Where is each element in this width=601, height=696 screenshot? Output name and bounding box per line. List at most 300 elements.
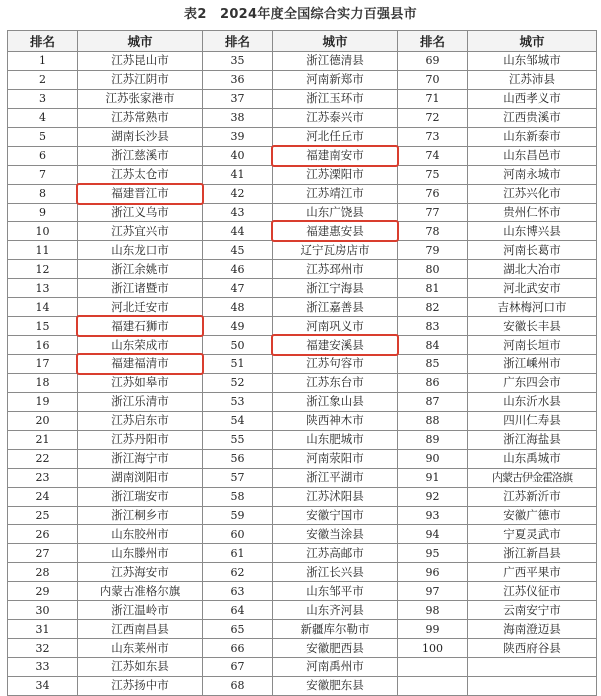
city-name: 湖南浏阳市 (111, 470, 169, 485)
city-cell (468, 525, 597, 544)
city-name: 广西平果市 (503, 564, 561, 579)
city-name: 河南禹州市 (306, 659, 364, 674)
rank-cell: 88 (398, 411, 468, 430)
city-name: 山东禹城市 (503, 451, 561, 466)
city-cell (468, 582, 597, 601)
rank-cell: 56 (203, 449, 273, 468)
city-name: 山西孝义市 (503, 91, 561, 106)
city-cell (273, 70, 398, 89)
rank-cell: 33 (8, 658, 78, 677)
city-cell (468, 373, 597, 392)
city-name: 湖北大冶市 (503, 261, 561, 276)
city-name: 安徽肥东县 (306, 678, 364, 693)
rank-cell: 51 (203, 355, 273, 374)
city-name: 浙江新昌县 (503, 545, 561, 560)
rank-cell: 36 (203, 70, 273, 89)
table-row (8, 506, 597, 525)
rank-cell: 93 (398, 506, 468, 525)
header-city-2: 城市 (273, 31, 398, 52)
rank-cell: 15 (8, 317, 78, 336)
rank-cell: 83 (398, 317, 468, 336)
city-name: 山东博兴县 (503, 223, 561, 238)
city-cell (468, 260, 597, 279)
rank-cell: 1 (8, 52, 78, 71)
rank-cell: 18 (8, 373, 78, 392)
city-name: 江苏常熟市 (111, 110, 169, 125)
city-cell (78, 241, 203, 260)
city-name: 安徽广德市 (503, 507, 561, 522)
rank-cell: 96 (398, 563, 468, 582)
city-name: 浙江象山县 (306, 394, 364, 409)
city-name: 宁夏灵武市 (503, 526, 561, 541)
rank-cell: 58 (203, 487, 273, 506)
rank-cell: 72 (398, 108, 468, 127)
city-name: 浙江平湖市 (306, 470, 364, 485)
rank-cell: 35 (203, 52, 273, 71)
city-name: 江苏沛县 (509, 72, 555, 87)
city-cell (273, 449, 398, 468)
table-row (8, 222, 597, 241)
city-name: 福建福清市 (111, 356, 169, 371)
city-cell (273, 355, 398, 374)
city-cell (273, 601, 398, 620)
city-name: 山东荣成市 (111, 337, 169, 352)
city-name: 浙江德清县 (306, 53, 364, 68)
rank-cell: 25 (8, 506, 78, 525)
table-row (8, 639, 597, 658)
rank-cell: 54 (203, 411, 273, 430)
table-row (8, 317, 597, 336)
city-name: 福建南安市 (306, 148, 364, 163)
rank-cell: 98 (398, 601, 468, 620)
table-row (8, 601, 597, 620)
city-name: 江苏张家港市 (105, 91, 175, 106)
rank-cell: 52 (203, 373, 273, 392)
rank-cell: 97 (398, 582, 468, 601)
rank-cell: 49 (203, 317, 273, 336)
city-cell (468, 222, 597, 241)
city-name: 河南长垣市 (503, 337, 561, 352)
city-cell (468, 639, 597, 658)
rank-cell: 9 (8, 203, 78, 222)
city-cell (468, 298, 597, 317)
city-cell (78, 676, 203, 695)
rank-cell: 32 (8, 639, 78, 658)
city-name: 江苏海安市 (111, 564, 169, 579)
city-name: 浙江温岭市 (111, 602, 169, 617)
rank-cell: 8 (8, 184, 78, 203)
city-name: 福建安溪县 (306, 337, 364, 352)
rank-cell: 27 (8, 544, 78, 563)
table-row (8, 544, 597, 563)
city-name: 广东四会市 (503, 375, 561, 390)
city-cell (468, 601, 597, 620)
rank-cell: 13 (8, 279, 78, 298)
city-name: 浙江桐乡市 (111, 507, 169, 522)
rank-cell: 43 (203, 203, 273, 222)
rank-cell: 40 (203, 146, 273, 165)
city-cell (468, 336, 597, 355)
table-row (8, 468, 597, 487)
city-cell (78, 601, 203, 620)
city-cell (468, 430, 597, 449)
header-row (8, 31, 597, 52)
rank-cell: 60 (203, 525, 273, 544)
city-name: 江苏邳州市 (306, 261, 364, 276)
city-name: 江西贵溪市 (503, 110, 561, 125)
city-name: 河南荥阳市 (306, 451, 364, 466)
city-name: 浙江余姚市 (111, 261, 169, 276)
table-row (8, 260, 597, 279)
ranking-table (7, 30, 597, 696)
city-cell (468, 506, 597, 525)
rank-cell: 28 (8, 563, 78, 582)
city-name: 安徽肥西县 (306, 640, 364, 655)
rank-cell: 78 (398, 222, 468, 241)
header-rank-2: 排名 (203, 31, 273, 52)
city-cell (273, 525, 398, 544)
city-name: 新疆库尔勒市 (300, 621, 370, 636)
city-name: 江苏泰兴市 (306, 110, 364, 125)
city-cell (468, 165, 597, 184)
city-cell (78, 373, 203, 392)
rank-cell: 37 (203, 89, 273, 108)
city-cell (273, 582, 398, 601)
highlight-box (271, 220, 399, 242)
city-cell (273, 392, 398, 411)
city-cell (273, 108, 398, 127)
rank-cell: 46 (203, 260, 273, 279)
highlight-box (76, 353, 204, 375)
rank-cell: 57 (203, 468, 273, 487)
rank-cell: 65 (203, 620, 273, 639)
city-cell (468, 620, 597, 639)
rank-cell: 89 (398, 430, 468, 449)
city-name: 山东昌邑市 (503, 148, 561, 163)
city-cell-highlighted (273, 222, 398, 241)
city-name: 江苏溧阳市 (306, 167, 364, 182)
rank-cell: 87 (398, 392, 468, 411)
table-body (8, 52, 597, 696)
rank-cell: 85 (398, 355, 468, 374)
rank-cell: 44 (203, 222, 273, 241)
rank-cell: 62 (203, 563, 273, 582)
rank-cell: 77 (398, 203, 468, 222)
rank-cell: 91 (398, 468, 468, 487)
rank-cell: 79 (398, 241, 468, 260)
city-name: 海南澄迈县 (503, 621, 561, 636)
city-name: 江苏宜兴市 (111, 223, 169, 238)
table-row (8, 279, 597, 298)
table-row (8, 525, 597, 544)
header-city-1: 城市 (78, 31, 203, 52)
city-cell (468, 108, 597, 127)
rank-cell: 4 (8, 108, 78, 127)
rank-cell: 29 (8, 582, 78, 601)
city-cell (273, 676, 398, 695)
city-name: 河南长葛市 (503, 242, 561, 257)
rank-cell: 81 (398, 279, 468, 298)
rank-cell: 20 (8, 411, 78, 430)
city-name: 江苏沭阳县 (306, 489, 364, 504)
city-name: 浙江乐清市 (111, 394, 169, 409)
rank-cell: 99 (398, 620, 468, 639)
city-cell (78, 165, 203, 184)
table-row (8, 563, 597, 582)
rank-cell: 2 (8, 70, 78, 89)
city-name: 辽宁瓦房店市 (300, 242, 370, 257)
city-cell (78, 506, 203, 525)
city-cell (273, 279, 398, 298)
city-cell (468, 392, 597, 411)
rank-cell: 84 (398, 336, 468, 355)
rank-cell: 63 (203, 582, 273, 601)
rank-cell (398, 676, 468, 695)
table-row (8, 184, 597, 203)
city-name: 江西南昌县 (111, 621, 169, 636)
city-name: 江苏太仓市 (111, 167, 169, 182)
city-cell (468, 449, 597, 468)
city-cell (468, 355, 597, 374)
table-row (8, 449, 597, 468)
rank-cell: 74 (398, 146, 468, 165)
rank-cell: 100 (398, 639, 468, 658)
rank-cell: 5 (8, 127, 78, 146)
city-cell (78, 392, 203, 411)
rank-cell: 68 (203, 676, 273, 695)
table-row (8, 298, 597, 317)
table-row (8, 355, 597, 374)
rank-cell: 67 (203, 658, 273, 677)
city-name: 山东胶州市 (111, 526, 169, 541)
rank-cell: 92 (398, 487, 468, 506)
city-cell (468, 279, 597, 298)
city-name: 山东莱州市 (111, 640, 169, 655)
city-cell (468, 317, 597, 336)
city-name: 河南新郑市 (306, 72, 364, 87)
table-row (8, 658, 597, 677)
city-cell (273, 620, 398, 639)
rank-cell: 34 (8, 676, 78, 695)
city-cell (78, 52, 203, 71)
city-cell (78, 127, 203, 146)
table-row (8, 392, 597, 411)
rank-cell: 16 (8, 336, 78, 355)
city-cell (78, 582, 203, 601)
city-cell (273, 127, 398, 146)
rank-cell: 95 (398, 544, 468, 563)
city-name: 河南巩义市 (306, 318, 364, 333)
city-name: 江苏仪征市 (503, 583, 561, 598)
city-name: 江苏靖江市 (306, 186, 364, 201)
header-rank-1: 排名 (8, 31, 78, 52)
rank-cell: 17 (8, 355, 78, 374)
city-cell (78, 70, 203, 89)
rank-cell: 19 (8, 392, 78, 411)
city-cell-highlighted (78, 184, 203, 203)
city-cell (273, 411, 398, 430)
city-name: 江苏新沂市 (503, 489, 561, 504)
city-name: 江苏东台市 (306, 375, 364, 390)
rank-cell: 82 (398, 298, 468, 317)
rank-cell: 90 (398, 449, 468, 468)
city-name: 河北迁安市 (111, 299, 169, 314)
city-cell (273, 260, 398, 279)
city-name: 内蒙古伊金霍洛旗 (492, 471, 572, 485)
city-cell-highlighted (273, 336, 398, 355)
rank-cell: 66 (203, 639, 273, 658)
rank-cell: 61 (203, 544, 273, 563)
city-cell (78, 544, 203, 563)
city-cell (468, 676, 597, 695)
city-cell (273, 639, 398, 658)
city-name: 浙江慈溪市 (111, 148, 169, 163)
city-name: 山东邹平市 (306, 583, 364, 598)
header-rank-3: 排名 (398, 31, 468, 52)
rank-cell: 41 (203, 165, 273, 184)
city-cell (273, 487, 398, 506)
city-cell (468, 52, 597, 71)
table-row (8, 676, 597, 695)
city-cell (78, 260, 203, 279)
city-name: 河北武安市 (503, 280, 561, 295)
city-name: 浙江海盐县 (503, 432, 561, 447)
city-cell (468, 146, 597, 165)
city-cell (468, 241, 597, 260)
city-cell (78, 639, 203, 658)
rank-cell: 80 (398, 260, 468, 279)
table-row (8, 373, 597, 392)
city-name: 浙江嵊州市 (503, 356, 561, 371)
rank-cell (398, 658, 468, 677)
rank-cell: 22 (8, 449, 78, 468)
highlight-box (76, 183, 204, 205)
city-name: 江苏如皋市 (111, 375, 169, 390)
rank-cell: 86 (398, 373, 468, 392)
city-cell (273, 544, 398, 563)
city-name: 浙江宁海县 (306, 280, 364, 295)
city-name: 山东滕州市 (111, 545, 169, 560)
city-cell (78, 658, 203, 677)
city-cell (468, 544, 597, 563)
city-name: 安徽长丰县 (503, 318, 561, 333)
city-name: 河南永城市 (503, 167, 561, 182)
rank-cell: 21 (8, 430, 78, 449)
city-name: 山东新泰市 (503, 129, 561, 144)
city-name: 四川仁寿县 (503, 413, 561, 428)
rank-cell: 24 (8, 487, 78, 506)
city-cell (78, 298, 203, 317)
header-city-3: 城市 (468, 31, 597, 52)
city-cell (273, 317, 398, 336)
rank-cell: 30 (8, 601, 78, 620)
city-cell (78, 222, 203, 241)
city-cell-highlighted (273, 146, 398, 165)
city-name: 安徽当涂县 (306, 526, 364, 541)
city-name: 江苏如东县 (111, 659, 169, 674)
city-cell (78, 430, 203, 449)
city-name: 山东齐河县 (306, 602, 364, 617)
city-name: 江苏兴化市 (503, 186, 561, 201)
city-name: 江苏扬中市 (111, 678, 169, 693)
table-row (8, 127, 597, 146)
city-cell (273, 373, 398, 392)
rank-cell: 75 (398, 165, 468, 184)
city-name: 江苏昆山市 (111, 53, 169, 68)
table-title: 表2 2024年度全国综合实力百强县市 (184, 7, 417, 22)
rank-cell: 59 (203, 506, 273, 525)
city-name: 山东广饶县 (306, 204, 364, 219)
city-name: 浙江瑞安市 (111, 489, 169, 504)
city-cell (273, 563, 398, 582)
city-name: 山东龙口市 (111, 242, 169, 257)
table-row (8, 582, 597, 601)
rank-cell: 31 (8, 620, 78, 639)
rank-cell: 64 (203, 601, 273, 620)
city-cell (78, 279, 203, 298)
highlight-box (76, 315, 204, 337)
city-name: 江苏丹阳市 (111, 432, 169, 447)
city-name: 浙江玉环市 (306, 91, 364, 106)
city-name: 山东肥城市 (306, 432, 364, 447)
city-name: 内蒙古准格尔旗 (99, 583, 181, 598)
city-cell (78, 468, 203, 487)
rank-cell: 3 (8, 89, 78, 108)
city-name: 福建石狮市 (111, 318, 169, 333)
city-name: 河北任丘市 (306, 129, 364, 144)
city-cell (78, 525, 203, 544)
city-cell (78, 487, 203, 506)
table-row (8, 411, 597, 430)
rank-cell: 10 (8, 222, 78, 241)
city-cell (78, 203, 203, 222)
city-cell (273, 298, 398, 317)
city-cell (468, 89, 597, 108)
table-row (8, 89, 597, 108)
table-row (8, 108, 597, 127)
city-name: 浙江长兴县 (306, 564, 364, 579)
rank-cell: 14 (8, 298, 78, 317)
city-cell (273, 468, 398, 487)
table-row (8, 70, 597, 89)
rank-cell: 50 (203, 336, 273, 355)
rank-cell: 6 (8, 146, 78, 165)
rank-cell: 48 (203, 298, 273, 317)
rank-cell: 73 (398, 127, 468, 146)
rank-cell: 45 (203, 241, 273, 260)
city-cell (273, 165, 398, 184)
table-row (8, 336, 597, 355)
city-cell-highlighted (78, 317, 203, 336)
city-name: 云南安宁市 (503, 602, 561, 617)
city-cell (78, 620, 203, 639)
city-cell (468, 658, 597, 677)
city-cell (468, 127, 597, 146)
city-cell (468, 203, 597, 222)
highlight-box (271, 334, 399, 356)
city-name: 福建晋江市 (111, 186, 169, 201)
city-cell (273, 89, 398, 108)
rank-cell: 47 (203, 279, 273, 298)
city-cell (78, 336, 203, 355)
rank-cell: 38 (203, 108, 273, 127)
rank-cell: 11 (8, 241, 78, 260)
city-name: 山东邹城市 (503, 53, 561, 68)
rank-cell: 42 (203, 184, 273, 203)
city-cell (273, 52, 398, 71)
city-name: 江苏高邮市 (306, 545, 364, 560)
rank-cell: 53 (203, 392, 273, 411)
